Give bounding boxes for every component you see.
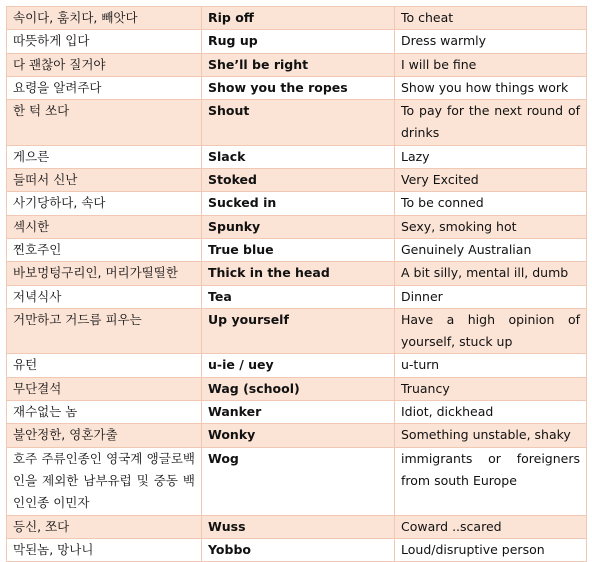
meaning-cell: u-turn [395, 354, 587, 377]
korean-cell: 재수없는 놈 [7, 401, 202, 424]
table-row [7, 76, 587, 99]
meaning-cell: Lazy [395, 145, 587, 168]
slang-term-cell: Stoked [202, 169, 395, 192]
table-row [7, 308, 587, 354]
slang-term-cell: Wuss [202, 515, 395, 538]
meaning-cell: Have a high opinion of yourself, stuck up [395, 308, 587, 354]
slang-term-cell: Wog [202, 447, 395, 515]
table-row [7, 515, 587, 538]
korean-cell: 찐호주인 [7, 238, 202, 261]
table-row [7, 30, 587, 53]
slang-term-cell: Wonky [202, 424, 395, 447]
korean-cell: 무단결석 [7, 377, 202, 400]
slang-term-cell: Show you the ropes [202, 76, 395, 99]
slang-term-cell: Rug up [202, 30, 395, 53]
table-row [7, 285, 587, 308]
slang-table-body [7, 7, 587, 562]
table-row [7, 262, 587, 285]
slang-term-cell: Wag (school) [202, 377, 395, 400]
meaning-cell: Truancy [395, 377, 587, 400]
korean-cell: 따뜻하게 입다 [7, 30, 202, 53]
slang-glossary [6, 6, 586, 562]
meaning-cell: To be conned [395, 192, 587, 215]
meaning-cell: Dress warmly [395, 30, 587, 53]
table-row [7, 424, 587, 447]
meaning-cell: Genuinely Australian [395, 238, 587, 261]
korean-cell: 등신, 쪼다 [7, 515, 202, 538]
table-row [7, 377, 587, 400]
meaning-cell: Idiot, dickhead [395, 401, 587, 424]
slang-term-cell: Tea [202, 285, 395, 308]
slang-term-cell: Yobbo [202, 538, 395, 561]
slang-term-cell: Spunky [202, 215, 395, 238]
table-row [7, 354, 587, 377]
korean-cell: 막된놈, 망나니 [7, 538, 202, 561]
korean-cell: 호주 주류인종인 영국계 앵글로백인을 제외한 남부유럽 및 중동 백인인종 이민자 [7, 447, 202, 515]
table-row [7, 538, 587, 561]
korean-cell: 섹시한 [7, 215, 202, 238]
meaning-cell: Very Excited [395, 169, 587, 192]
korean-cell: 요령을 알려주다 [7, 76, 202, 99]
korean-cell: 불안정한, 영혼가출 [7, 424, 202, 447]
table-row [7, 238, 587, 261]
table-row [7, 169, 587, 192]
slang-term-cell: She’ll be right [202, 53, 395, 76]
meaning-cell: To cheat [395, 7, 587, 30]
meaning-cell: I will be fine [395, 53, 587, 76]
meaning-cell: Dinner [395, 285, 587, 308]
table-row [7, 100, 587, 146]
korean-cell: 다 괜찮아 질거야 [7, 53, 202, 76]
table-row [7, 215, 587, 238]
slang-term-cell: Thick in the head [202, 262, 395, 285]
meaning-cell: Something unstable, shaky [395, 424, 587, 447]
slang-term-cell: Sucked in [202, 192, 395, 215]
korean-cell: 게으른 [7, 145, 202, 168]
table-row [7, 145, 587, 168]
korean-cell: 사기당하다, 속다 [7, 192, 202, 215]
korean-cell: 속이다, 훔치다, 빼앗다 [7, 7, 202, 30]
meaning-cell: Loud/disruptive person [395, 538, 587, 561]
slang-term-cell: Shout [202, 100, 395, 146]
meaning-cell: immigrants or foreigners from south Europe [395, 447, 587, 515]
korean-cell: 저녁식사 [7, 285, 202, 308]
korean-cell: 유턴 [7, 354, 202, 377]
table-row [7, 401, 587, 424]
slang-term-cell: True blue [202, 238, 395, 261]
slang-table [6, 6, 587, 562]
table-row [7, 447, 587, 515]
meaning-cell: To pay for the next round of drinks [395, 100, 587, 146]
korean-cell: 거만하고 거드름 피우는 [7, 308, 202, 354]
korean-cell: 한 턱 쏘다 [7, 100, 202, 146]
slang-term-cell: Rip off [202, 7, 395, 30]
slang-term-cell: Slack [202, 145, 395, 168]
korean-cell: 바보멍텅구리인, 머리가띨띨한 [7, 262, 202, 285]
meaning-cell: Coward ..scared [395, 515, 587, 538]
table-row [7, 7, 587, 30]
table-row [7, 53, 587, 76]
slang-term-cell: Up yourself [202, 308, 395, 354]
meaning-cell: Sexy, smoking hot [395, 215, 587, 238]
korean-cell: 들떠서 신난 [7, 169, 202, 192]
table-row [7, 192, 587, 215]
slang-term-cell: Wanker [202, 401, 395, 424]
slang-term-cell: u-ie / uey [202, 354, 395, 377]
meaning-cell: A bit silly, mental ill, dumb [395, 262, 587, 285]
meaning-cell: Show you how things work [395, 76, 587, 99]
